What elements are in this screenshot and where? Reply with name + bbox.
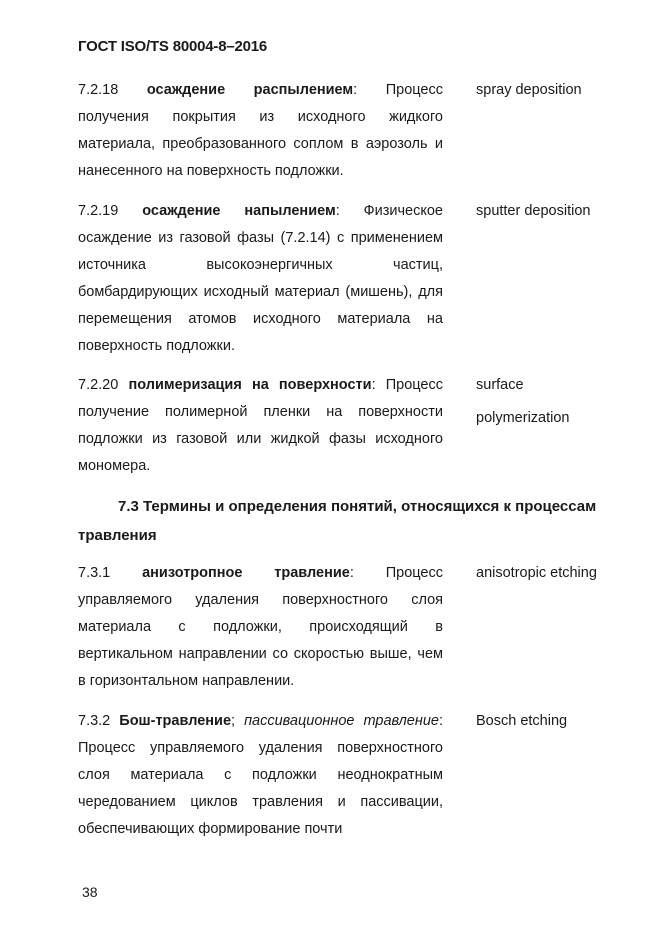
term-english: sputter deposition xyxy=(476,203,591,219)
term-name: анизотропное травление xyxy=(142,565,350,581)
term-english: spray deposition xyxy=(476,82,582,98)
definition-text: : Физическое осаждение из газовой фазы (7.2.14) с применением источника высокоэнергичных частиц, бомбардирующих исходный материал (мишень), для перемещения атомов исходного материала на поверхность подложки. xyxy=(78,203,443,354)
term-entry xyxy=(78,77,618,185)
term-english: anisotropic etching xyxy=(476,565,597,581)
term-number: 7.2.19 xyxy=(78,203,119,219)
term-definition xyxy=(78,372,443,480)
term-number: 7.2.18 xyxy=(78,82,119,98)
term-entry xyxy=(78,372,618,480)
term-definition xyxy=(78,198,443,360)
term-english: surface polymerization xyxy=(476,377,570,426)
definition-text: : Процесс получение полимерной пленки на поверхности подложки из газовой или жидкой фазы исходного мономера. xyxy=(78,377,443,474)
term-name: осаждение напылением xyxy=(142,203,336,219)
section-title: 7.3 Термины и определения понятий, относящихся к процессам травления xyxy=(78,498,597,544)
term-number: 7.2.20 xyxy=(78,377,119,393)
term-definition xyxy=(78,77,443,185)
term-name: полимеризация на поверхности xyxy=(128,377,372,393)
term-number: 7.3.2 xyxy=(78,713,111,729)
definition-text: : Процесс управляемого удаления поверхностного слоя материала с подложки, происходящий в вертикальном направлении со скоростью выше, чем в горизонтальном направлении. xyxy=(78,565,443,689)
term-definition xyxy=(78,560,443,695)
section-heading xyxy=(78,492,623,550)
term-definition xyxy=(78,708,443,843)
term-number: 7.3.1 xyxy=(78,565,111,581)
term-name: Бош-травление xyxy=(119,713,232,729)
document-header: ГОСТ ISO/TS 80004-8–2016 xyxy=(78,38,268,55)
page-number: 38 xyxy=(82,884,98,900)
term-entry xyxy=(78,198,618,360)
definition-text: : Процесс управляемого удаления поверхностного слоя материала с подложки неоднократным чередованием циклов травления и пассивации, обеспечивающих формирование почти xyxy=(78,713,444,837)
term-entry xyxy=(78,560,618,695)
term-alternative: пассивационное травление xyxy=(244,713,439,729)
term-name: осаждение распылением xyxy=(146,82,354,98)
term-entry xyxy=(78,708,618,843)
definition-text: : Процесс получения покрытия из исходного жидкого материала, преобразованного соплом в аэрозоль и нанесенного на поверхность подложки. xyxy=(78,82,443,179)
term-english: Bosch etching xyxy=(476,713,568,729)
term-separator: ; xyxy=(231,713,245,729)
